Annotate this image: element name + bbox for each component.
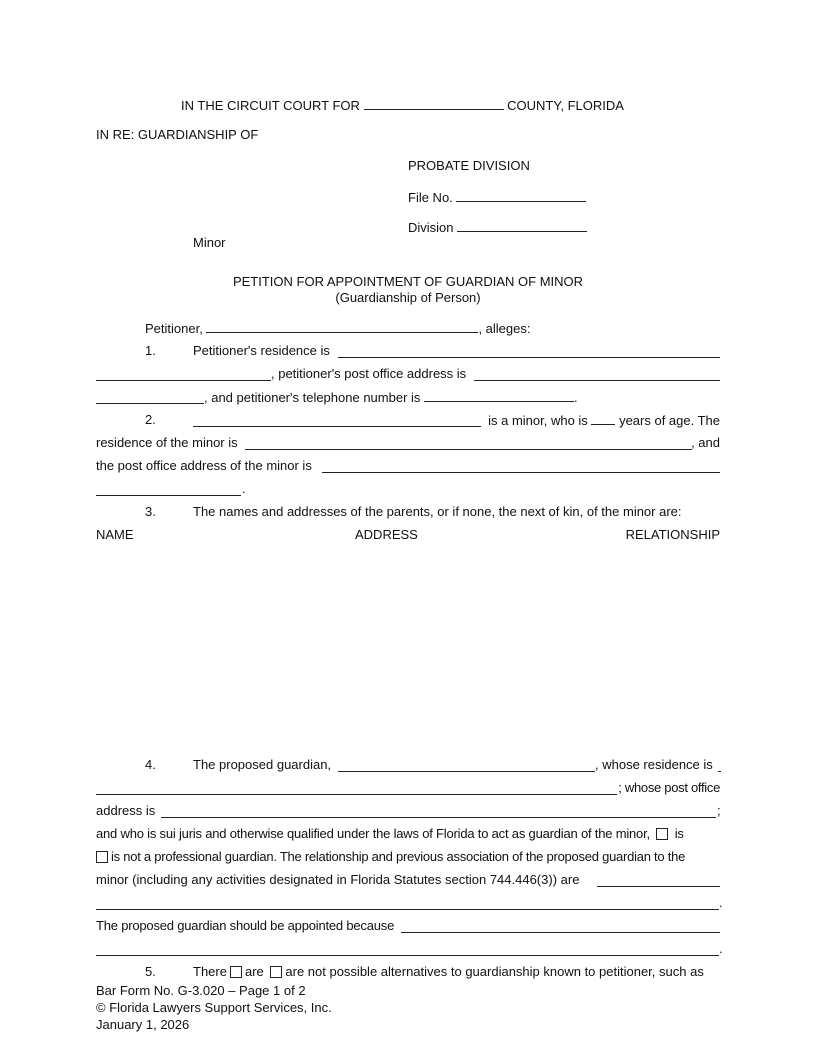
in-re-label: IN RE: GUARDIANSHIP OF [96,127,259,142]
p2-years-label: years of age. The [619,413,720,428]
p4-minor-including-label: minor (including any activities designated in Florida Statutes section 744.446(3)) are [96,872,580,887]
p4-relationship-blank-2[interactable] [96,909,719,910]
file-no-line [408,189,586,206]
p2-minor-name-blank[interactable] [193,426,481,427]
p3-number: 3. [145,504,156,519]
p4-proposed-label: The proposed guardian, [193,757,332,772]
p4-address-blank[interactable] [161,817,716,818]
petitioner-label: Petitioner, [145,321,203,336]
p4-is-not-checkbox[interactable] [96,851,108,863]
p1-post-office-label: , petitioner's post office address is [271,366,467,381]
file-no-label: File No. [408,190,453,205]
p4-is-not-text: is not a professional guardian. The relationship and previous association of the proposed guardian to the [111,849,686,864]
probate-division-label: PROBATE DIVISION [408,158,530,173]
document-title: PETITION FOR APPOINTMENT OF GUARDIAN OF MINOR [232,274,584,289]
p4-reason-blank-2[interactable] [96,955,719,956]
p4-is-checkbox[interactable] [656,828,668,840]
p2-residence-label: residence of the minor is [96,435,238,450]
p5-number: 5. [145,964,156,979]
p4-residence-blank-start[interactable] [718,771,721,772]
p1-residence-blank-2[interactable] [96,380,271,381]
p2-age-blank[interactable] [591,412,615,425]
p5-there-label: There [193,964,227,979]
file-no-blank[interactable] [456,189,586,202]
division-line [408,219,587,236]
column-header-name: NAME [96,527,134,542]
p2-post-office-blank[interactable] [322,472,720,473]
p4-whose-residence-label: , whose residence is [595,757,713,772]
column-header-address: ADDRESS [355,527,418,542]
alleges-label: , alleges: [478,321,531,336]
petitioner-line [145,320,531,337]
column-header-relationship: RELATIONSHIP [625,527,720,542]
p4-residence-blank[interactable] [96,794,617,795]
p1-number: 1. [145,343,156,358]
p4-sui-juris-text: and who is sui juris and otherwise qualified under the laws of Florida to act as guardian of the minor, [96,826,650,841]
p4-sui-juris-line [96,826,720,842]
p4-guardian-name-blank[interactable] [338,771,595,772]
p4-should-be-label: The proposed guardian should be appointed because [96,918,395,933]
minor-label: Minor [193,235,226,250]
p1-period: . [574,390,578,405]
court-suffix: COUNTY, FLORIDA [507,98,624,113]
p4-is-not-line [96,849,685,865]
p1-residence-label: Petitioner's residence is [193,343,330,358]
division-label: Division [408,220,454,235]
p1-telephone-line [204,389,578,406]
footer-date: January 1, 2026 [96,1017,190,1032]
p1-telephone-blank[interactable] [424,389,574,402]
p1-post-office-blank[interactable] [474,380,720,381]
p1-residence-blank[interactable] [338,357,720,358]
footer-copyright: © Florida Lawyers Support Services, Inc. [96,1000,332,1015]
p1-post-office-blank-2[interactable] [96,403,204,404]
p4-semicolon: ; [717,803,721,818]
county-blank[interactable] [364,97,504,110]
p2-post-office-label: the post office address of the minor is [96,458,312,473]
p2-number: 2. [145,412,156,427]
p4-address-is-label: address is [96,803,156,818]
p4-relationship-blank[interactable] [597,886,720,887]
petitioner-name-blank[interactable] [206,320,478,333]
p3-text: The names and addresses of the parents, or if none, the next of kin, of the minor are: [193,504,682,519]
p1-telephone-label: , and petitioner's telephone number is [204,390,421,405]
p2-minor-label: is a minor, who is [488,413,588,428]
p4-whose-post-office-label: ; whose post office [618,780,720,795]
p2-residence-blank[interactable] [245,449,692,450]
p5-line [193,964,704,980]
p2-post-office-blank-2[interactable] [96,495,241,496]
division-blank[interactable] [457,219,587,232]
p4-period-1: . [719,895,723,910]
p4-is-label: is [674,826,684,841]
p2-age-line [480,412,720,429]
court-heading [181,97,624,114]
document-subtitle: (Guardianship of Person) [335,290,481,305]
court-prefix: IN THE CIRCUIT COURT FOR [181,98,360,113]
footer-form-no: Bar Form No. G-3.020 – Page 1 of 2 [96,983,306,998]
p5-are-not-text: are not possible alternatives to guardianship known to petitioner, such as [285,964,704,979]
p5-are-checkbox[interactable] [230,966,242,978]
p5-are-label: are [244,964,264,979]
p4-reason-blank[interactable] [401,932,720,933]
p2-period: . [242,481,246,496]
p4-number: 4. [145,757,156,772]
p5-are-not-checkbox[interactable] [270,966,282,978]
p2-and-label: , and [691,435,720,450]
p4-period-2: . [719,941,723,956]
